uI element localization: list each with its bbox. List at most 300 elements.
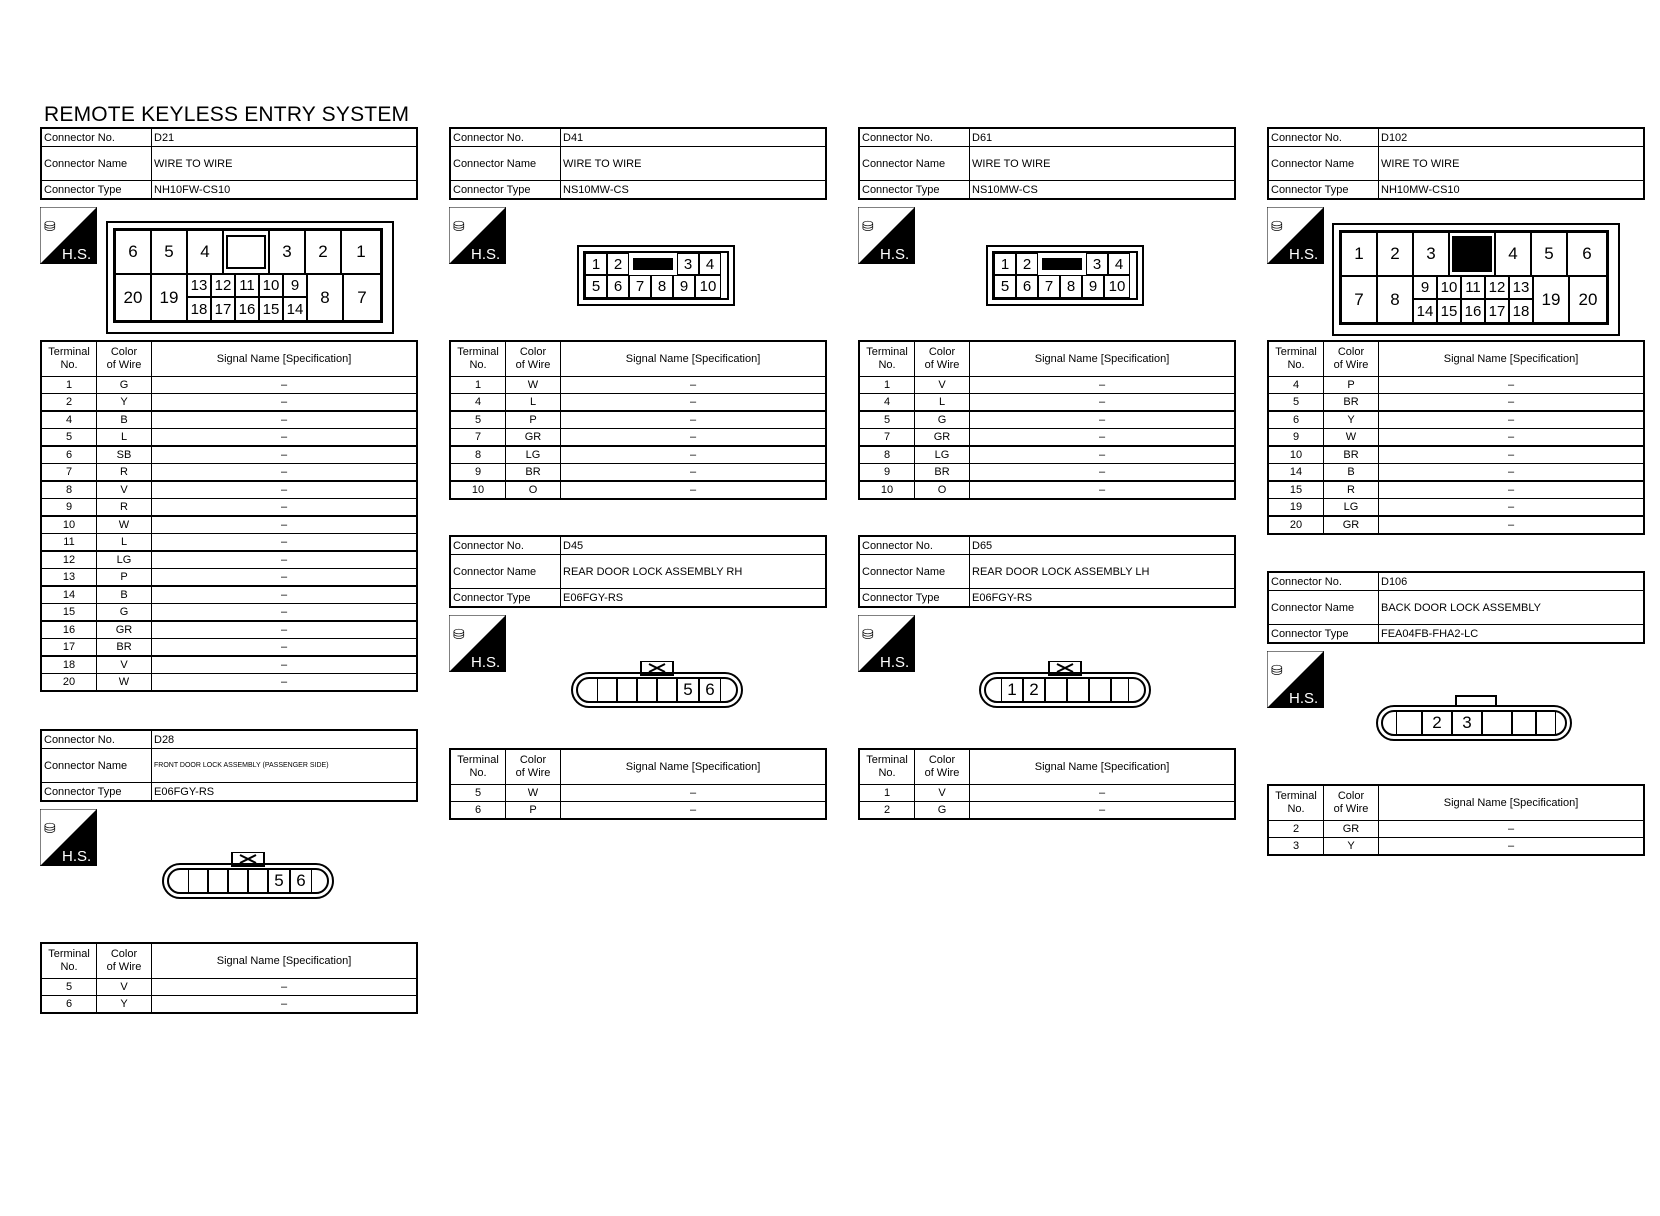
color-cell: W [97, 516, 152, 534]
color-cell: LG [97, 551, 152, 569]
table-row [41, 551, 417, 569]
connector-face-d28 [162, 852, 334, 902]
pin: 8 [651, 275, 673, 298]
signal-cell: – [970, 802, 1236, 820]
signal-cell: – [561, 377, 827, 394]
table-row [1268, 516, 1644, 534]
table-row [450, 464, 826, 482]
signal-cell: – [561, 446, 827, 464]
pin: 13 [1509, 276, 1533, 299]
signal-cell: – [561, 394, 827, 412]
header-color-of-wire: Color of Wire [506, 341, 561, 377]
hs-icon [1267, 651, 1324, 708]
color-cell: Y [1324, 411, 1379, 429]
terminal-cell: 4 [1268, 377, 1324, 394]
header-color-of-wire: Color of Wire [1324, 785, 1379, 821]
table-row [1268, 394, 1644, 412]
terminal-cell: 9 [41, 499, 97, 517]
signal-cell: – [1379, 499, 1645, 517]
color-cell: R [97, 464, 152, 482]
connector-no-value: D106 [1379, 572, 1645, 591]
pin: 10 [1437, 276, 1461, 299]
terminal-cell: 7 [450, 429, 506, 447]
terminal-cell: 4 [859, 394, 915, 412]
table-row [41, 569, 417, 587]
connector-name-value: WIRE TO WIRE [970, 147, 1236, 181]
terminal-cell: 4 [41, 411, 97, 429]
table-row [41, 674, 417, 692]
table-row [1268, 499, 1644, 517]
terminal-cell: 2 [1268, 821, 1324, 838]
table-row [1268, 481, 1644, 499]
header-terminal-no: Terminal No. [41, 943, 97, 979]
signal-cell: – [561, 785, 827, 802]
color-cell: GR [915, 429, 970, 447]
connector-name-value: WIRE TO WIRE [561, 147, 827, 181]
pin: 1 [1341, 232, 1377, 276]
table-row [859, 785, 1235, 802]
connector-name-value: REAR DOOR LOCK ASSEMBLY LH [970, 555, 1236, 589]
header-signal-name: Signal Name [Specification] [1379, 341, 1645, 377]
color-cell: R [1324, 481, 1379, 499]
table-row [1268, 446, 1644, 464]
table-row [1268, 821, 1644, 838]
pin: 2 [1023, 678, 1045, 702]
signal-cell: – [970, 446, 1236, 464]
hs-icon [1267, 207, 1324, 264]
color-cell: B [1324, 464, 1379, 482]
pin: 3 [1413, 232, 1449, 276]
table-row [859, 429, 1235, 447]
label-connector-no: Connector No. [1268, 128, 1379, 147]
terminal-cell: 10 [450, 481, 506, 499]
label-connector-type: Connector Type [450, 181, 561, 200]
table-row [1268, 838, 1644, 856]
label-connector-type: Connector Type [41, 181, 152, 200]
signal-cell: – [1379, 446, 1645, 464]
connector-face-d41 [577, 245, 735, 306]
table-row [41, 656, 417, 674]
header-terminal-no: Terminal No. [1268, 785, 1324, 821]
connector-type-value: NH10FW-CS10 [152, 181, 418, 200]
pin: 3 [1086, 253, 1108, 275]
terminal-cell: 10 [859, 481, 915, 499]
color-cell: G [915, 411, 970, 429]
connector-type-value: E06FGY-RS [970, 589, 1236, 608]
pin: 1 [585, 253, 607, 275]
pin: 9 [1413, 276, 1437, 299]
signal-cell: – [561, 802, 827, 820]
connector-type-value: NH10MW-CS10 [1379, 181, 1645, 200]
header-terminal-no: Terminal No. [1268, 341, 1324, 377]
pin: 2 [607, 253, 629, 275]
svg-text:⛁: ⛁ [1271, 663, 1283, 679]
signal-cell: – [1379, 821, 1645, 838]
signal-cell: – [152, 569, 418, 587]
terminal-cell: 9 [1268, 429, 1324, 447]
pin: 10 [1104, 275, 1130, 298]
pin: 1 [994, 253, 1016, 275]
connector-face-d102 [1332, 223, 1620, 336]
connector-info-d61 [858, 127, 1236, 200]
terminal-table-d45 [449, 748, 827, 820]
color-cell: P [97, 569, 152, 587]
header-terminal-no: Terminal No. [450, 341, 506, 377]
terminal-cell: 6 [41, 996, 97, 1014]
terminal-cell: 6 [41, 446, 97, 464]
connector-info-d45 [449, 535, 827, 608]
table-row [859, 446, 1235, 464]
hs-icon [40, 809, 97, 866]
signal-cell: – [152, 621, 418, 639]
terminal-cell: 1 [41, 377, 97, 394]
header-signal-name: Signal Name [Specification] [1379, 785, 1645, 821]
header-signal-name: Signal Name [Specification] [970, 749, 1236, 785]
svg-text:H.S.: H.S. [1289, 246, 1319, 263]
color-cell: W [1324, 429, 1379, 447]
signal-cell: – [1379, 429, 1645, 447]
terminal-cell: 17 [41, 639, 97, 657]
header-signal-name: Signal Name [Specification] [561, 341, 827, 377]
color-cell: G [97, 604, 152, 622]
terminal-cell: 20 [41, 674, 97, 692]
label-connector-no: Connector No. [41, 730, 152, 749]
label-connector-no: Connector No. [450, 536, 561, 555]
table-row [450, 481, 826, 499]
connector-info-d102 [1267, 127, 1645, 200]
pin: 3 [1452, 711, 1482, 735]
connector-type-value: E06FGY-RS [152, 783, 418, 802]
connector-type-value: FEA04FB-FHA2-LC [1379, 625, 1645, 644]
label-connector-type: Connector Type [41, 783, 152, 802]
label-connector-name: Connector Name [859, 147, 970, 181]
header-color-of-wire: Color of Wire [1324, 341, 1379, 377]
page-title: REMOTE KEYLESS ENTRY SYSTEM [44, 103, 410, 126]
hs-icon [858, 615, 915, 672]
connector-no-value: D41 [561, 128, 827, 147]
color-cell: P [506, 802, 561, 820]
terminal-cell: 1 [859, 785, 915, 802]
color-cell: V [97, 979, 152, 996]
table-row [41, 586, 417, 604]
signal-cell: – [152, 656, 418, 674]
color-cell: O [915, 481, 970, 499]
pin: 16 [235, 297, 259, 321]
pin: 15 [259, 297, 283, 321]
connector-face-d65 [979, 661, 1151, 711]
color-cell: B [97, 411, 152, 429]
terminal-cell: 19 [1268, 499, 1324, 517]
table-row [450, 785, 826, 802]
pin: 5 [994, 275, 1016, 298]
header-terminal-no: Terminal No. [859, 749, 915, 785]
table-row [450, 377, 826, 394]
color-cell: P [506, 411, 561, 429]
color-cell: BR [506, 464, 561, 482]
table-row [859, 481, 1235, 499]
connector-no-value: D45 [561, 536, 827, 555]
svg-text:⛁: ⛁ [1271, 219, 1283, 235]
signal-cell: – [152, 639, 418, 657]
pin: 10 [259, 274, 283, 297]
color-cell: BR [97, 639, 152, 657]
terminal-cell: 4 [450, 394, 506, 412]
table-row [1268, 429, 1644, 447]
table-row [1268, 464, 1644, 482]
label-connector-type: Connector Type [1268, 625, 1379, 644]
connector-type-value: NS10MW-CS [561, 181, 827, 200]
color-cell: L [97, 429, 152, 447]
connector-name-value: WIRE TO WIRE [152, 147, 418, 181]
color-cell: W [97, 674, 152, 692]
terminal-cell: 7 [859, 429, 915, 447]
connector-info-d65 [858, 535, 1236, 608]
terminal-cell: 14 [1268, 464, 1324, 482]
terminal-cell: 9 [859, 464, 915, 482]
label-connector-type: Connector Type [859, 181, 970, 200]
connector-type-value: NS10MW-CS [970, 181, 1236, 200]
color-cell: Y [97, 996, 152, 1014]
table-row [41, 534, 417, 552]
connector-info-d41 [449, 127, 827, 200]
table-row [41, 516, 417, 534]
svg-text:H.S.: H.S. [471, 246, 501, 263]
pin: 12 [1485, 276, 1509, 299]
signal-cell: – [152, 394, 418, 412]
label-connector-name: Connector Name [41, 749, 152, 783]
terminal-table-d65 [858, 748, 1236, 820]
pin: 8 [1060, 275, 1082, 298]
terminal-cell: 8 [41, 481, 97, 499]
pin: 17 [1485, 299, 1509, 323]
svg-text:⛁: ⛁ [453, 219, 465, 235]
signal-cell: – [152, 604, 418, 622]
color-cell: V [915, 377, 970, 394]
connector-name-value: FRONT DOOR LOCK ASSEMBLY (PASSENGER SIDE) [152, 749, 418, 783]
connector-face-d21 [106, 221, 394, 334]
connector-no-value: D102 [1379, 128, 1645, 147]
pin: 19 [151, 274, 187, 321]
svg-text:⛁: ⛁ [44, 219, 56, 235]
color-cell: GR [1324, 821, 1379, 838]
terminal-table-d106 [1267, 784, 1645, 856]
svg-text:H.S.: H.S. [471, 654, 501, 671]
pin: 6 [115, 230, 151, 274]
terminal-table-d102 [1267, 340, 1645, 535]
color-cell: BR [915, 464, 970, 482]
label-connector-no: Connector No. [859, 128, 970, 147]
signal-cell: – [970, 411, 1236, 429]
pin: 15 [1437, 299, 1461, 323]
color-cell: V [97, 656, 152, 674]
label-connector-no: Connector No. [450, 128, 561, 147]
pin: 11 [235, 274, 259, 297]
pin: 9 [1082, 275, 1104, 298]
color-cell: G [915, 802, 970, 820]
terminal-cell: 5 [450, 785, 506, 802]
color-cell: LG [915, 446, 970, 464]
color-cell: LG [1324, 499, 1379, 517]
pin: 18 [1509, 299, 1533, 323]
terminal-cell: 18 [41, 656, 97, 674]
signal-cell: – [561, 481, 827, 499]
signal-cell: – [970, 481, 1236, 499]
color-cell: V [915, 785, 970, 802]
color-cell: Y [97, 394, 152, 412]
header-terminal-no: Terminal No. [41, 341, 97, 377]
header-signal-name: Signal Name [Specification] [152, 341, 418, 377]
table-row [859, 377, 1235, 394]
color-cell: GR [97, 621, 152, 639]
pin: 11 [1461, 276, 1485, 299]
terminal-cell: 16 [41, 621, 97, 639]
svg-text:H.S.: H.S. [880, 246, 910, 263]
signal-cell: – [1379, 481, 1645, 499]
table-row [450, 411, 826, 429]
signal-cell: – [970, 377, 1236, 394]
terminal-cell: 6 [450, 802, 506, 820]
terminal-cell: 8 [859, 446, 915, 464]
connector-name-value: BACK DOOR LOCK ASSEMBLY [1379, 591, 1645, 625]
label-connector-name: Connector Name [1268, 147, 1379, 181]
terminal-cell: 2 [859, 802, 915, 820]
signal-cell: – [561, 429, 827, 447]
terminal-cell: 13 [41, 569, 97, 587]
terminal-cell: 8 [450, 446, 506, 464]
signal-cell: – [152, 446, 418, 464]
pin: 13 [187, 274, 211, 297]
table-row [1268, 411, 1644, 429]
signal-cell: – [1379, 516, 1645, 534]
color-cell: SB [97, 446, 152, 464]
pin: 6 [290, 869, 312, 893]
label-connector-type: Connector Type [450, 589, 561, 608]
pin: 6 [1016, 275, 1038, 298]
header-color-of-wire: Color of Wire [506, 749, 561, 785]
table-row [41, 394, 417, 412]
table-row [859, 802, 1235, 820]
label-connector-type: Connector Type [859, 589, 970, 608]
pin-key [1449, 232, 1495, 276]
pin: 4 [1108, 253, 1130, 275]
signal-cell: – [152, 996, 418, 1014]
signal-cell: – [152, 429, 418, 447]
terminal-cell: 1 [859, 377, 915, 394]
pin: 7 [343, 274, 381, 321]
label-connector-name: Connector Name [41, 147, 152, 181]
table-row [450, 446, 826, 464]
color-cell: GR [506, 429, 561, 447]
pin: 7 [1038, 275, 1060, 298]
pin: 14 [1413, 299, 1437, 323]
connector-info-d21 [40, 127, 418, 200]
pin: 7 [629, 275, 651, 298]
signal-cell: – [1379, 377, 1645, 394]
signal-cell: – [970, 394, 1236, 412]
color-cell: LG [506, 446, 561, 464]
table-row [41, 481, 417, 499]
terminal-cell: 10 [41, 516, 97, 534]
terminal-cell: 10 [1268, 446, 1324, 464]
pin: 6 [607, 275, 629, 298]
svg-text:⛁: ⛁ [862, 627, 874, 643]
header-signal-name: Signal Name [Specification] [152, 943, 418, 979]
color-cell: G [97, 377, 152, 394]
terminal-cell: 11 [41, 534, 97, 552]
signal-cell: – [152, 586, 418, 604]
table-row [859, 394, 1235, 412]
pin: 17 [211, 297, 235, 321]
pin: 16 [1461, 299, 1485, 323]
table-row [41, 377, 417, 394]
header-color-of-wire: Color of Wire [97, 943, 152, 979]
svg-text:H.S.: H.S. [62, 246, 92, 263]
pin: 10 [695, 275, 721, 298]
terminal-cell: 15 [1268, 481, 1324, 499]
table-row [450, 394, 826, 412]
pin: 3 [269, 230, 305, 274]
connector-face-d61 [986, 245, 1144, 306]
pin: 5 [677, 678, 699, 702]
header-signal-name: Signal Name [Specification] [970, 341, 1236, 377]
signal-cell: – [152, 551, 418, 569]
header-color-of-wire: Color of Wire [915, 341, 970, 377]
table-row [1268, 377, 1644, 394]
color-cell: O [506, 481, 561, 499]
pin: 4 [1495, 232, 1531, 276]
terminal-cell: 12 [41, 551, 97, 569]
signal-cell: – [152, 499, 418, 517]
signal-cell: – [152, 464, 418, 482]
pin: 19 [1533, 276, 1569, 323]
label-connector-name: Connector Name [1268, 591, 1379, 625]
label-connector-name: Connector Name [450, 147, 561, 181]
label-connector-type: Connector Type [1268, 181, 1379, 200]
terminal-cell: 5 [450, 411, 506, 429]
table-row [450, 802, 826, 820]
terminal-table-d61 [858, 340, 1236, 500]
pin: 7 [1341, 276, 1377, 323]
table-row [450, 429, 826, 447]
table-row [859, 464, 1235, 482]
pin: 5 [1531, 232, 1567, 276]
pin: 8 [1377, 276, 1413, 323]
hs-icon [858, 207, 915, 264]
svg-text:H.S.: H.S. [1289, 690, 1319, 707]
table-row [41, 979, 417, 996]
pin: 2 [1422, 711, 1452, 735]
connector-info-d106 [1267, 571, 1645, 644]
table-row [41, 621, 417, 639]
color-cell: L [97, 534, 152, 552]
terminal-cell: 20 [1268, 516, 1324, 534]
svg-text:⛁: ⛁ [44, 821, 56, 837]
color-cell: R [97, 499, 152, 517]
svg-text:H.S.: H.S. [62, 848, 92, 865]
label-connector-name: Connector Name [450, 555, 561, 589]
connector-name-value: REAR DOOR LOCK ASSEMBLY RH [561, 555, 827, 589]
signal-cell: – [152, 534, 418, 552]
signal-cell: – [152, 411, 418, 429]
hs-icon [40, 207, 97, 264]
terminal-cell: 1 [450, 377, 506, 394]
connector-no-value: D61 [970, 128, 1236, 147]
terminal-table-d41 [449, 340, 827, 500]
pin: 2 [305, 230, 341, 274]
pin: 18 [187, 297, 211, 321]
label-connector-no: Connector No. [1268, 572, 1379, 591]
header-signal-name: Signal Name [Specification] [561, 749, 827, 785]
